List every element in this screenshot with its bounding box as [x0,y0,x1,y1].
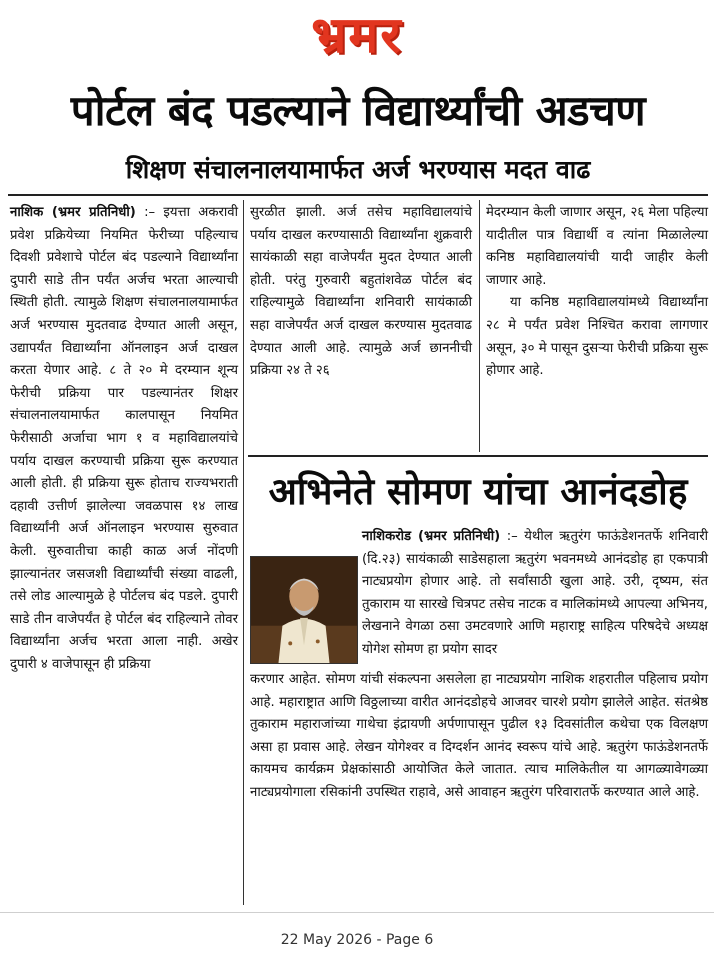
story1-column-2 [250,202,472,452]
story1-col1-text: :– इयत्ता अकरावी प्रवेश प्रक्रियेच्या नियमित फेरीच्या पहिल्याच दिवशी प्रवेशाचे पोर्टल बंद पडल्याने विद्यार्थ्यांना दुपारी साडे तीन पर्यंत अर्जच भरता आल्याची स्थिती होती. त्यामुळे शिक्षण संचालनालयामार्फत अर्ज भरण्यास मुदतवाढ देण्यात आली असून, उद्यापर्यंत विद्यार्थ्यांना ऑनलाइन अर्ज दाखल करता येणार आहे. ८ ते २० मे दरम्यान शून्य फेरीची प्रक्रिया पार पडल्यानंतर शिक्षर संचालनालयामार्फत कालपासून नियमित फेरीसाठी अर्जाचा भाग १ व महाविद्यालयांचे पर्याय दाखल करण्याची प्रक्रिया सुरू करण्यात आली होती. ही प्रक्रिया सुरू होताच राज्यभराती दहावी उत्तीर्ण झालेल्या जवळपास १४ लाख विद्यार्थ्यांनी अर्ज ऑनलाइन भरण्यास सुरुवात केली. सुरुवातीचा काही काळ अर्ज नोंदणी झाल्यानंतर जसजशी विद्यार्थ्यांची संख्या वाढली, तसे लोड आल्यामुळे हे पोर्टलच बंद पडले. दुपारी साडे तीन वाजेपर्यंत हे पोर्टल बंद राहिल्याने तोवर विद्यार्थ्यांना अर्जच भरता आला नाही. अखेर दुपारी ४ वाजेपासून ही प्रक्रिया [10,205,238,672]
story2-lead-text: :– येथील ऋतुरंग फाऊंडेशनतर्फे शनिवारी (दि.२३) सायंकाळी साडेसहाला ऋतुरंग भवनमध्ये आनंदडोह हा एकपात्री नाट्यप्रयोग होणार आहे. तो सर्वांसाठी खुला आहे. उरी, दृष्यम, संत तुकाराम या सारखे चित्रपट तसेच नाटक व मालिकांमध्ये आपल्या अभिनय, लेखनाने वेगळा ठसा उमटवणारे आणि महाराष्ट्र साहित्य परिषदेचे अध्यक्ष योगेश सोमण हा प्रयोग सादर [362,529,709,657]
divider [0,912,714,913]
page-footer: 22 May 2026 - Page 6 [280,932,434,948]
sub-headline: शिक्षण संचालनालयामार्फत अर्ज भरण्यास मदत वाढ [125,155,591,184]
story1-byline: नाशिक (भ्रमर प्रतिनिधी) [10,205,136,220]
story2-headline: अभिनेते सोमण यांचा आनंदडोह [268,470,688,513]
newspaper-logo: भ्रमर [311,6,403,64]
divider [248,455,708,457]
column-divider [243,200,244,905]
story1-col3-text-a: मेदरम्यान केली जाणार असून, २६ मेला पहिल्या यादीतील पात्र विद्यार्थी व त्यांना मिळालेल्या कनिष्ठ महाविद्यालयांची यादी जाहीर केली जाणार आहे. [486,205,708,288]
story1-column-1 [10,202,238,902]
story1-col2-text: सुरळीत झाली. अर्ज तसेच महाविद्यालयांचे पर्याय दाखल करण्यासाठी विद्यार्थ्यांना शुक्रवारी सायंकाळी सहा वाजेपर्यंत मुदत देण्यात आली होती. परंतु गुरुवारी बहुतांशवेळ पोर्टल बंद राहिल्यामुळे विद्यार्थ्यांना शनिवारी सायंकाळी सहा वाजेपर्यंत अर्ज दाखल करण्यास मुदतवाढ देण्यात आली आहे. त्यामुळे अर्ज छाननीची प्रक्रिया २४ ते २६ [250,205,472,379]
actor-photo [250,556,358,664]
story1-col3-text-b: या कनिष्ठ महाविद्यालयांमध्ये विद्यार्थ्यांना २८ मे पर्यंत प्रवेश निश्चित करावा लागणार असून, ३० मे पासून दुसऱ्या फेरीची प्रक्रिया सुरू होणार आहे. [486,295,708,379]
main-headline: पोर्टल बंद पडल्याने विद्यार्थ्यांची अडचण [70,86,646,135]
story1-column-3 [486,202,708,452]
portrait-image [251,557,357,663]
column-divider [479,200,480,452]
divider [8,194,708,196]
story2-body: करणार आहेत. सोमण यांची संकल्पना असलेला हा नाट्यप्रयोग नाशिक शहरातील पहिलाच प्रयोग आहे. महाराष्ट्रात आणि विठ्ठलाच्या वारीत आनंदडोहचे आजवर चारशे प्रयोग झालेले आहेत. संतश्रेष्ठ तुकाराम महाराजांच्या गाथेचा इंद्रायणी अर्पणापासून पुढील १३ दिवसांतील कथेचा एक विलक्षण असा हा प्रवास आहे. लेखन योगेश्वर व दिग्दर्शन आनंद स्वरूप यांचे आहे. ऋतुरंग फाऊंडेशनतर्फे कायमच कार्यक्रम प्रेक्षकांसाठी आयोजित केले जातात. त्याच मालिकेतील या आगळ्यावेगळ्या नाट्यप्रयोगाला रसिकांनी उपस्थित राहावे, असे आवाहन ऋतुरंग परिवारातर्फे करण्यात आले आहे. [250,672,708,800]
story2-byline: नाशिकरोड (भ्रमर प्रतिनिधी) [362,529,501,544]
masthead [0,4,714,66]
